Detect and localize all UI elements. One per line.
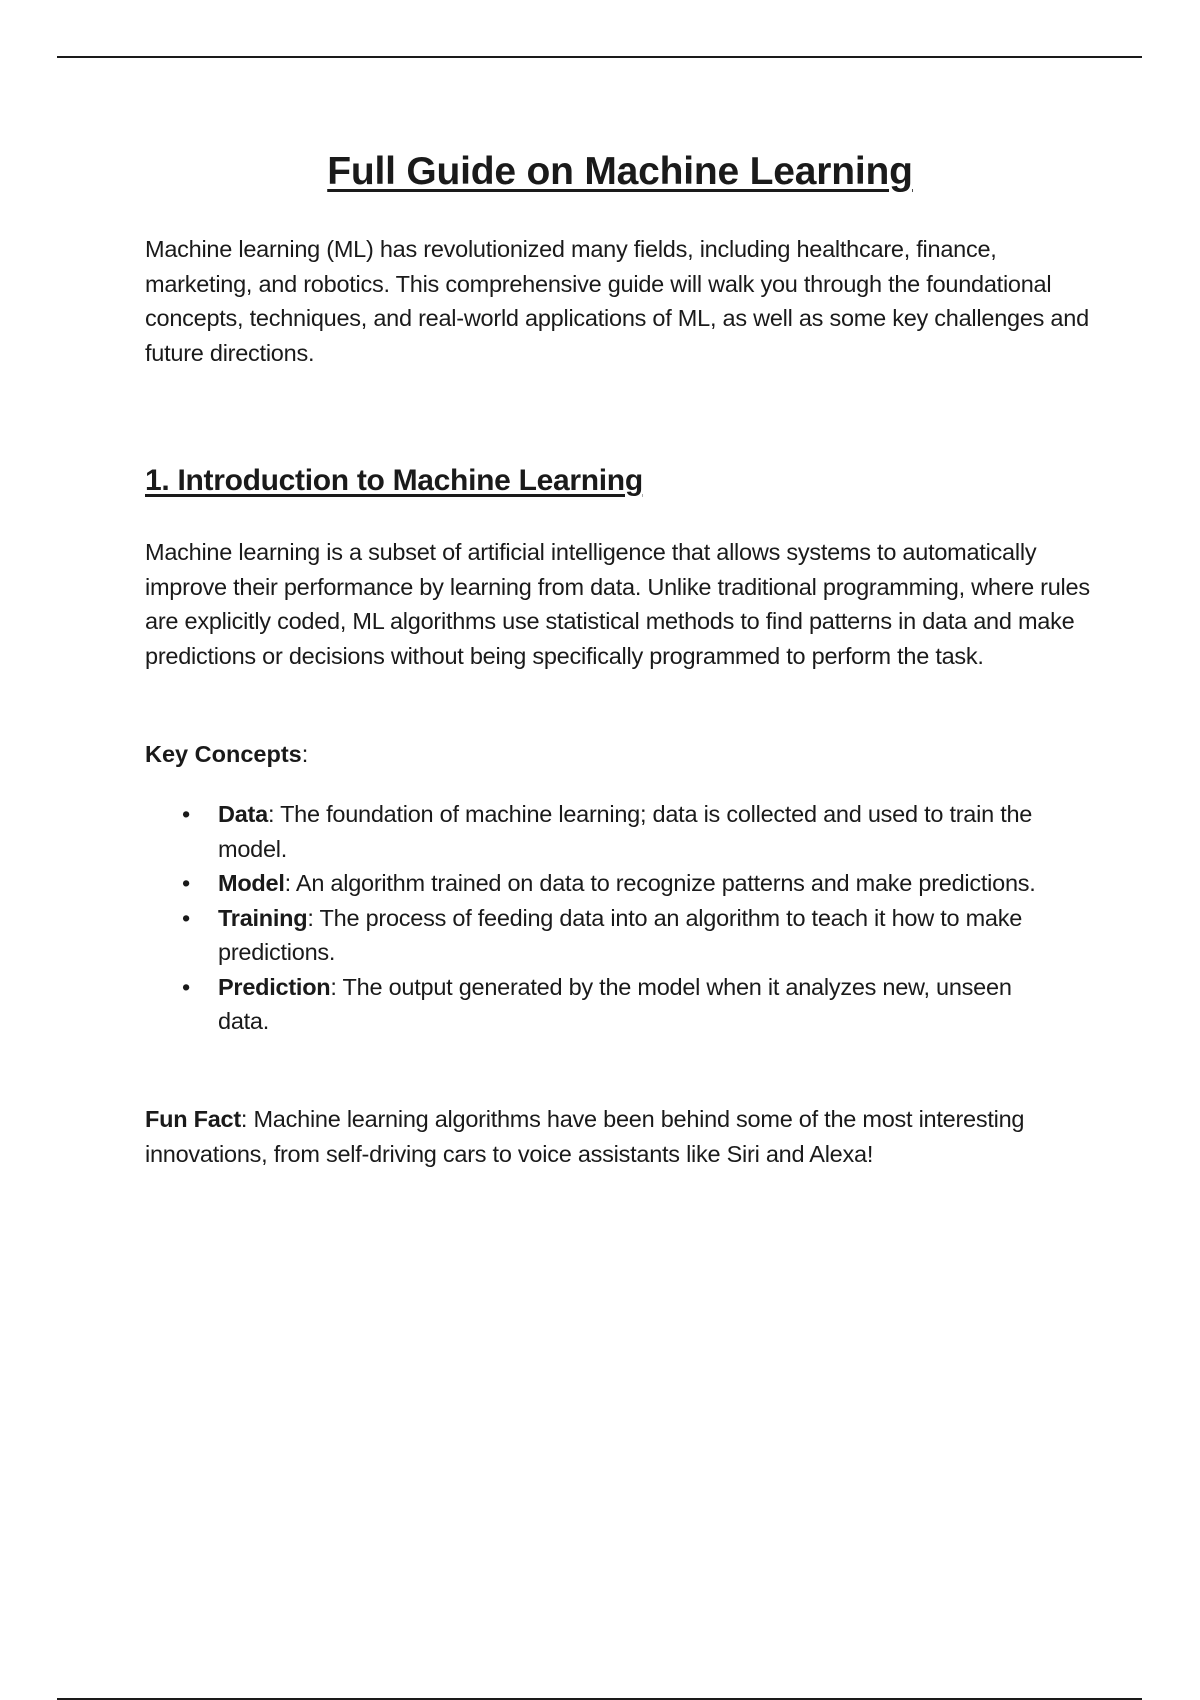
concept-term: Training <box>218 904 308 931</box>
fun-fact-text: Machine learning algorithms have been behind some of the most interesting innovations, from self-driving cars to voice assistants like Siri and Alexa! <box>145 1106 1025 1167</box>
bullet-icon: • <box>182 801 190 827</box>
section-body-paragraph: Machine learning is a subset of artificial intelligence that allows systems to automatically improve their performance by learning from data. Unlike traditional programming, where rules are explicitly coded, ML algorithms use statistical methods to find patterns in data and make predictions or decisions without being specifically programmed to perform the task. <box>145 539 1090 669</box>
key-concepts-label <box>145 737 308 772</box>
concept-description: The process of feeding data into an algorithm to teach it how to make predictions. <box>218 904 1023 965</box>
page-top-rule <box>57 56 1142 58</box>
bullet-icon: • <box>182 870 190 896</box>
concept-separator: : <box>330 973 337 1000</box>
fun-fact-separator: : <box>240 1106 248 1132</box>
concept-term: Prediction <box>218 973 331 1000</box>
section-heading-introduction: 1. Introduction to Machine Learning <box>145 464 643 497</box>
concept-separator: : <box>267 801 275 827</box>
key-concepts-label-colon: : <box>301 741 309 767</box>
document-title: Full Guide on Machine Learning <box>327 150 913 193</box>
list-item <box>145 866 1048 901</box>
fun-fact-label: Fun Fact <box>145 1106 241 1132</box>
concept-separator: : <box>284 870 291 896</box>
concept-description: The output generated by the model when it analyzes new, unseen data. <box>218 973 1012 1034</box>
key-concepts-list <box>145 797 1095 1039</box>
intro-paragraph: Machine learning (ML) has revolutionized many fields, including healthcare, finance, marketing, and robotics. This comprehensive guide will walk you through the foundational concepts, techniques, and real-world applications of ML, as well as some key challenges and future directions. <box>145 236 1089 366</box>
list-item <box>145 901 1048 970</box>
bullet-icon: • <box>182 904 190 931</box>
fun-fact-paragraph <box>145 1102 1050 1171</box>
concept-term: Model <box>218 870 285 896</box>
concept-term: Data <box>218 801 268 827</box>
list-item <box>145 797 1048 866</box>
concept-description: An algorithm trained on data to recognize patterns and make predictions. <box>290 870 1036 896</box>
concept-description: The foundation of machine learning; data is collected and used to train the model. <box>218 801 1033 862</box>
concept-separator: : <box>307 904 314 931</box>
bullet-icon: • <box>182 973 190 1000</box>
list-item <box>145 970 1048 1039</box>
key-concepts-label-text: Key Concepts <box>145 741 302 767</box>
